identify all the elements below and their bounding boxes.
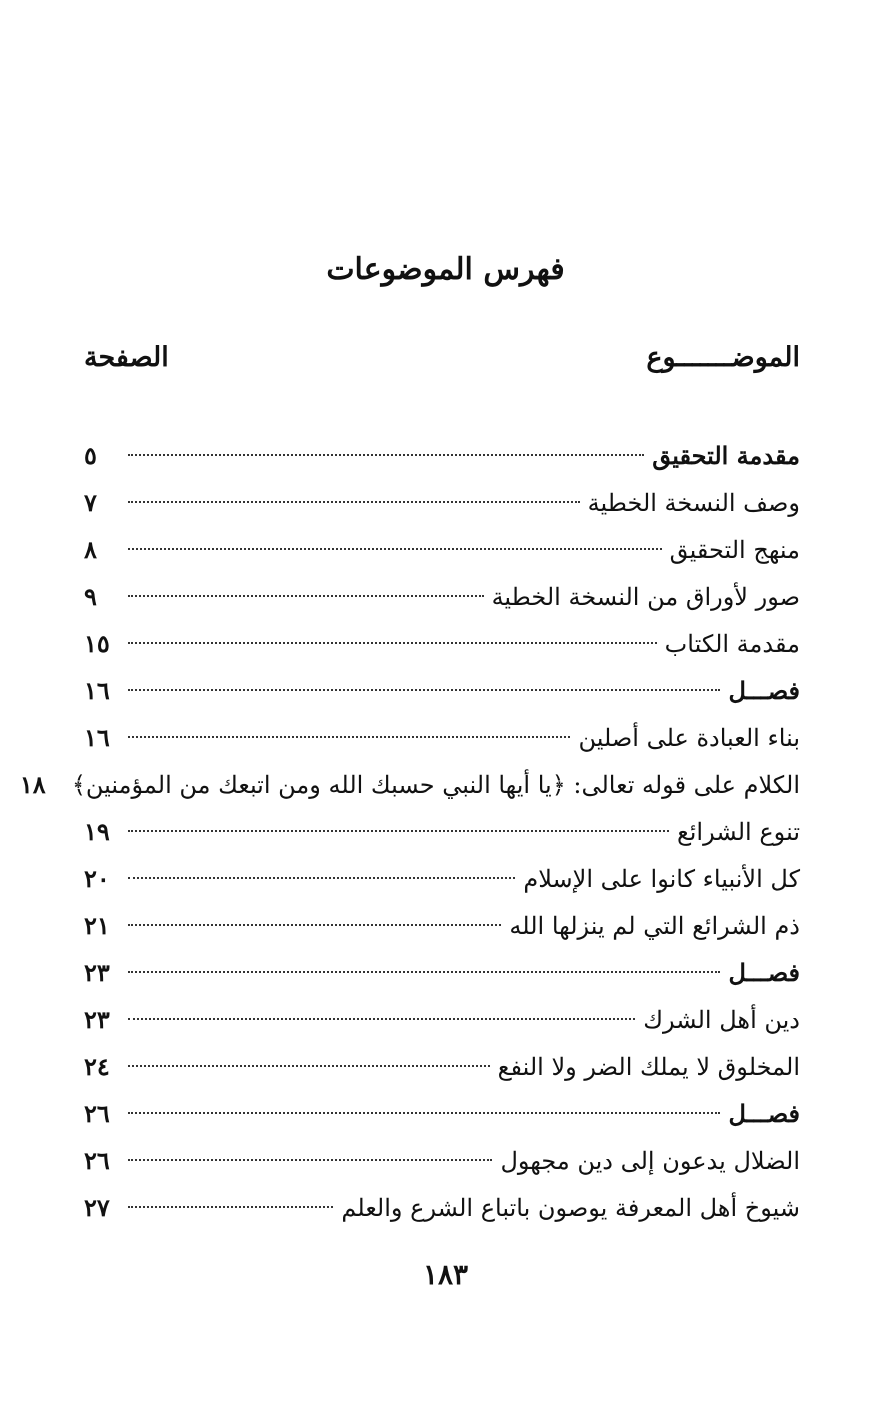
toc-entry-page: ٩ (84, 582, 97, 611)
dot-leader (128, 595, 484, 597)
toc-entry-page: ١٥ (84, 629, 110, 658)
dot-leader (128, 830, 669, 832)
toc-entry (84, 483, 800, 530)
toc-entry (84, 859, 800, 906)
topic-column-header: الموضـــــــوع (646, 342, 800, 373)
toc-entry (84, 953, 800, 1000)
toc-entry (84, 1094, 800, 1141)
toc-entry-title: صور لأوراق من النسخة الخطية (491, 583, 800, 611)
toc-entry-title: بناء العبادة على أصلين (578, 724, 800, 752)
dot-leader (128, 1206, 333, 1208)
toc-entry-page: ١٨ (19, 770, 46, 799)
toc-entry-title: دين أهل الشرك (643, 1006, 800, 1034)
toc-entry (84, 671, 800, 718)
toc-entry (84, 1141, 800, 1188)
toc-entry (84, 718, 800, 765)
toc-entry (84, 812, 800, 859)
toc-entry-page: ٧ (84, 488, 97, 517)
toc-entry (84, 1047, 800, 1094)
toc-entry (84, 577, 800, 624)
page-column-header: الصفحة (84, 342, 169, 373)
toc-entry-title: الكلام على قوله تعالى: ﴿يا أيها النبي حسبك الله ومن اتبعك من المؤمنين﴾ (71, 771, 800, 799)
table-of-contents (19, 436, 800, 1235)
column-headers (84, 342, 800, 382)
toc-entry (84, 530, 800, 577)
dot-leader (128, 736, 570, 738)
toc-entry-title: المخلوق لا يملك الضر ولا النفع (497, 1053, 800, 1081)
toc-entry-page: ٨ (84, 535, 97, 564)
page-title: فهرس الموضوعات (326, 252, 565, 287)
toc-entry-page: ١٦ (84, 723, 110, 752)
toc-entry-title: فصـــل (728, 1099, 800, 1128)
toc-entry-page: ٥ (84, 441, 97, 470)
toc-entry-title: الضلال يدعون إلى دين مجهول (500, 1147, 800, 1175)
toc-entry-title: فصـــل (728, 958, 800, 987)
dot-leader (128, 971, 720, 973)
toc-entry-title: وصف النسخة الخطية (587, 489, 800, 517)
toc-entry (84, 624, 800, 671)
toc-entry-title: مقدمة التحقيق (652, 441, 800, 470)
toc-entry (84, 1000, 800, 1047)
toc-entry-page: ١٦ (84, 676, 110, 705)
toc-entry-page: ٢٧ (84, 1193, 110, 1222)
dot-leader (128, 1159, 492, 1161)
dot-leader (128, 1018, 635, 1020)
toc-entry (84, 1188, 800, 1235)
toc-entry-page: ٢٣ (84, 958, 110, 987)
toc-entry-page: ٢١ (84, 911, 110, 940)
toc-entry (84, 436, 800, 483)
toc-entry (84, 906, 800, 953)
toc-entry-title: ذم الشرائع التي لم ينزلها الله (509, 912, 800, 940)
toc-entry-page: ٢٠ (84, 864, 110, 893)
toc-entry-title: منهج التحقيق (669, 536, 800, 564)
toc-entry-title: مقدمة الكتاب (664, 630, 800, 658)
dot-leader (128, 877, 515, 879)
toc-entry-title: كل الأنبياء كانوا على الإسلام (523, 865, 800, 893)
dot-leader (128, 454, 644, 456)
toc-entry-page: ٢٤ (84, 1052, 110, 1081)
dot-leader (128, 1065, 490, 1067)
toc-entry-title: تنوع الشرائع (676, 818, 800, 846)
toc-entry-page: ٢٣ (84, 1005, 110, 1034)
toc-entry-page: ٢٦ (84, 1146, 110, 1175)
dot-leader (128, 548, 662, 550)
page-number: ١٨٣ (422, 1258, 469, 1291)
toc-entry (19, 765, 800, 812)
dot-leader (128, 924, 501, 926)
toc-entry-page: ٢٦ (84, 1099, 110, 1128)
toc-entry-page: ١٩ (84, 817, 110, 846)
dot-leader (128, 1112, 720, 1114)
dot-leader (128, 642, 657, 644)
dot-leader (128, 501, 580, 503)
dot-leader (128, 689, 720, 691)
toc-entry-title: شيوخ أهل المعرفة يوصون باتباع الشرع والعلم (341, 1194, 800, 1222)
toc-entry-title: فصـــل (728, 676, 800, 705)
